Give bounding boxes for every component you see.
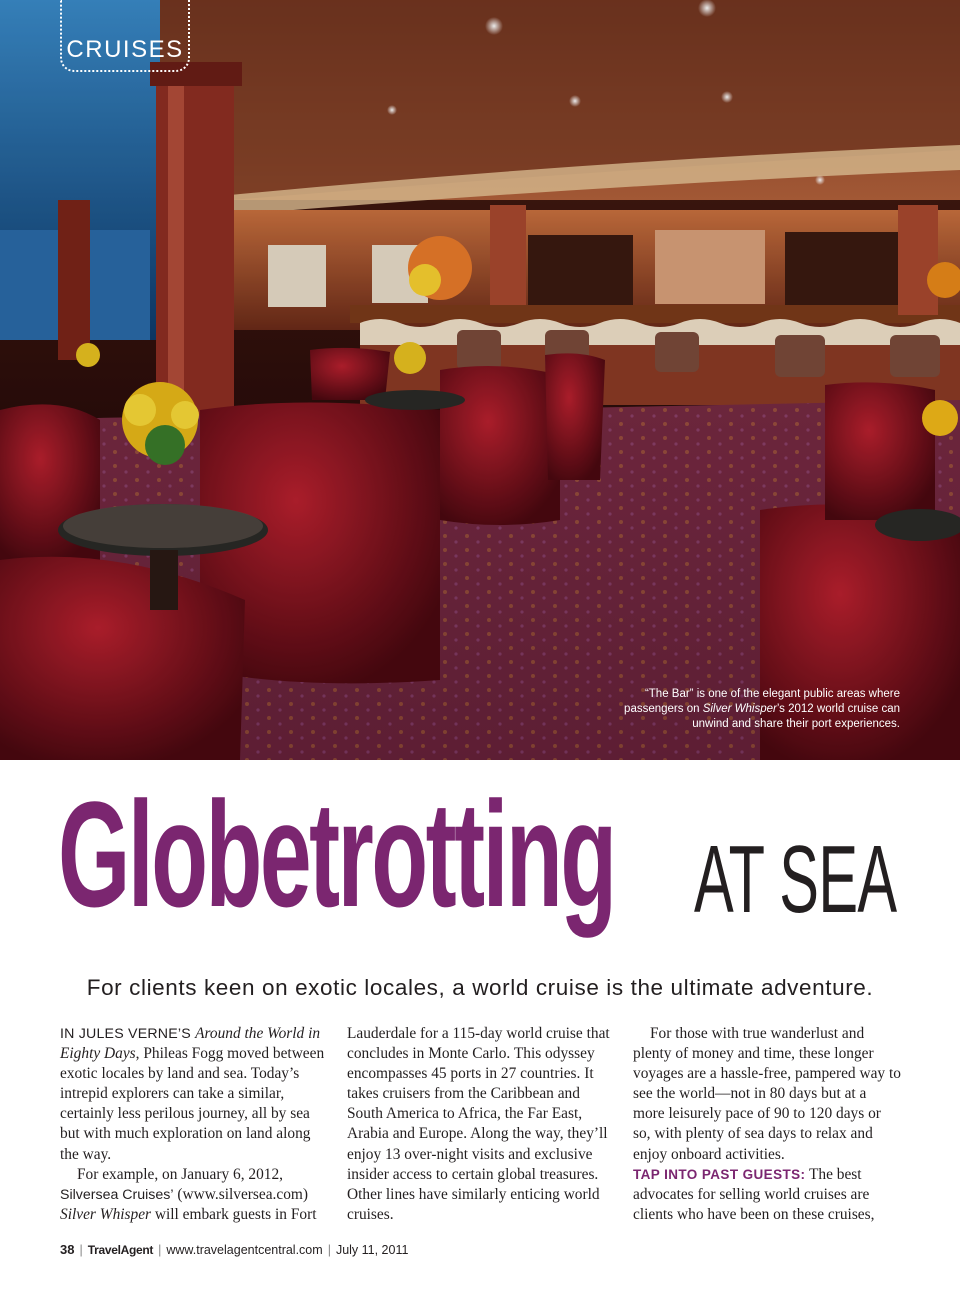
- paragraph-4: [633, 1165, 901, 1225]
- section-label: CRUISES: [66, 36, 184, 63]
- headline-main: Globetrotting: [58, 770, 615, 938]
- paragraph-1: [60, 1024, 330, 1165]
- magazine-brand: TravelAgent: [87, 1243, 154, 1257]
- drop-lead: IN JULES VERNE’S: [60, 1026, 196, 1042]
- paragraph-4-text: The best advocates for selling world cruises are clients who have been on these cruises,: [633, 1165, 875, 1223]
- subhead-past-guests: TAP INTO PAST GUESTS:: [633, 1166, 806, 1182]
- paragraph-2-text: For example, on January 6, 2012,: [77, 1165, 284, 1183]
- paragraph-2-rest: will embark guests in Fort: [151, 1205, 317, 1223]
- body-column-3: [633, 1024, 901, 1225]
- caption-text-1: “The Bar” is one of the elegant public areas where passengers on: [624, 688, 900, 715]
- section-tag: [60, 0, 190, 72]
- body-column-2: [347, 1024, 615, 1225]
- footer-url: www.travelagentcentral.com: [166, 1243, 323, 1257]
- paragraph-3: For those with true wanderlust and plenty of money and time, these longer voyages are a hassle-free, pampered way to see the world—not in 80 days but at a more leisurely pace of 90 to 120 days or so, with plenty of sea days to relax and enjoy onboard activities.: [633, 1025, 901, 1163]
- page-footer: 38 | TravelAgent | www.travelagentcentral.com | July 11, 2011: [60, 1242, 409, 1257]
- headline: [58, 772, 918, 962]
- company-name: Silversea Cruises’: [60, 1186, 174, 1203]
- ship-name: Silver Whisper: [60, 1205, 152, 1223]
- body-column-1: [60, 1024, 330, 1225]
- photo-caption: [600, 687, 900, 732]
- page-number: 38: [60, 1242, 75, 1257]
- paragraph-1-text: , Phileas Fogg moved between exotic locales by land and sea. Today’s intrepid explorers can take a similar, certainly less perilous journey, all by sea but with much exploration on land along the way.: [60, 1045, 325, 1163]
- caption-ship-name: Silver Whisper: [702, 703, 777, 715]
- headline-tail: AT SEA: [694, 826, 897, 933]
- caption-text-2: ’s 2012 world cruise can unwind and share their port experiences.: [692, 703, 900, 730]
- paragraph-2-continued: Lauderdale for a 115-day world cruise that concludes in Monte Carlo. This odyssey encompasses 45 ports in 27 countries. It takes cruisers from the Caribbean and South America to Africa, the Far East, Arabia and Europe. Along the way, they’ll enjoy 13 over-night visits and exclusive insider access to certain global treasures. Other lines have similarly enticing world cruises.: [347, 1025, 610, 1223]
- company-url: (www.silversea.com): [173, 1185, 309, 1203]
- deck-subtitle: For clients keen on exotic locales, a world cruise is the ultimate adventure.: [86, 975, 874, 1000]
- paragraph-2: [60, 1165, 330, 1225]
- issue-date: July 11, 2011: [335, 1243, 409, 1257]
- book-title: Around the World in Eighty Days: [60, 1025, 321, 1063]
